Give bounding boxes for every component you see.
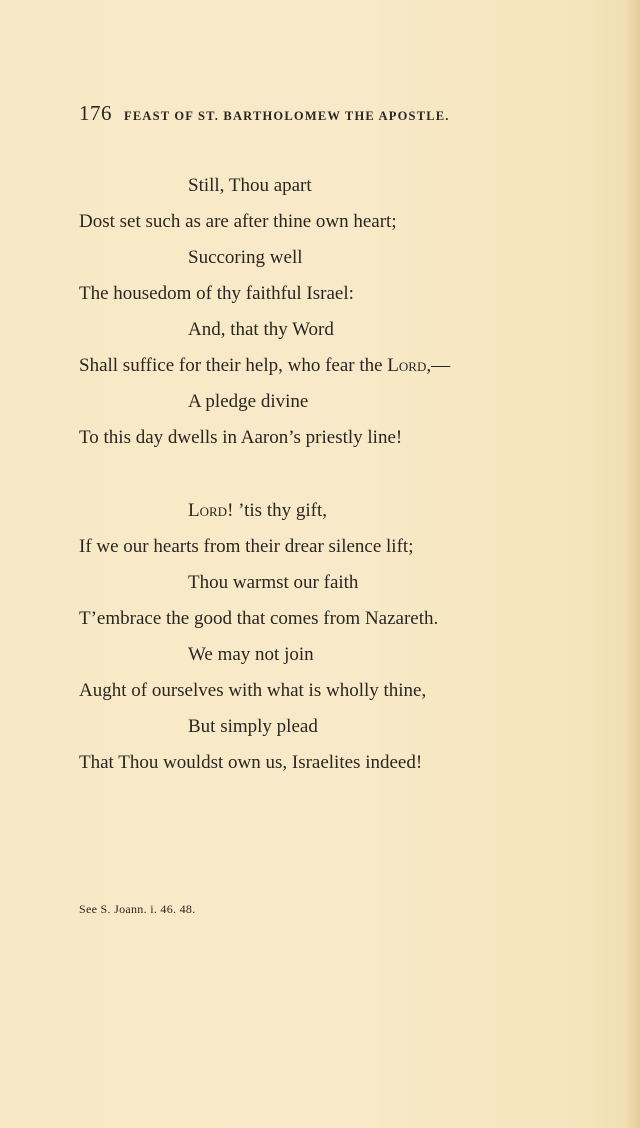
running-head — [79, 101, 536, 125]
poem-line: If we our hearts from their drear silence lift; — [79, 536, 414, 557]
poem-line: And, that thy Word — [188, 319, 334, 340]
poem-line — [188, 499, 327, 523]
poem-line: But simply plead — [188, 716, 318, 737]
poem-line: Thou warmst our faith — [188, 572, 359, 593]
poem-line: Aught of ourselves with what is wholly thine, — [79, 680, 427, 701]
poem-line: Succoring well — [188, 247, 303, 268]
poem-line — [79, 354, 450, 378]
poem-line: T’embrace the good that comes from Nazareth. — [79, 608, 439, 629]
running-title: FEAST OF ST. BARTHOLOMEW THE APOSTLE. — [124, 109, 450, 123]
poem-line: We may not join — [188, 644, 314, 665]
lord-word: Lord — [387, 355, 427, 376]
poem-line: A pledge divine — [188, 391, 309, 412]
lord-word: Lord — [188, 500, 228, 521]
poem-line: To this day dwells in Aaron’s priestly line! — [79, 427, 403, 448]
page-number: 176 — [79, 101, 112, 125]
poem-line-text: ! ’tis thy gift, — [227, 500, 327, 521]
footnote: See S. Joann. i. 46. 48. — [79, 902, 196, 916]
poem-line: Dost set such as are after thine own heart; — [79, 211, 397, 232]
poem-line-text: Shall suffice for their help, who fear the — [79, 355, 388, 376]
poem-line: That Thou wouldst own us, Israelites indeed! — [79, 752, 423, 773]
poem-line: The housedom of thy faithful Israel: — [79, 283, 354, 304]
poem-line-tail: ,— — [426, 355, 451, 376]
poem-line: Still, Thou apart — [188, 175, 312, 196]
